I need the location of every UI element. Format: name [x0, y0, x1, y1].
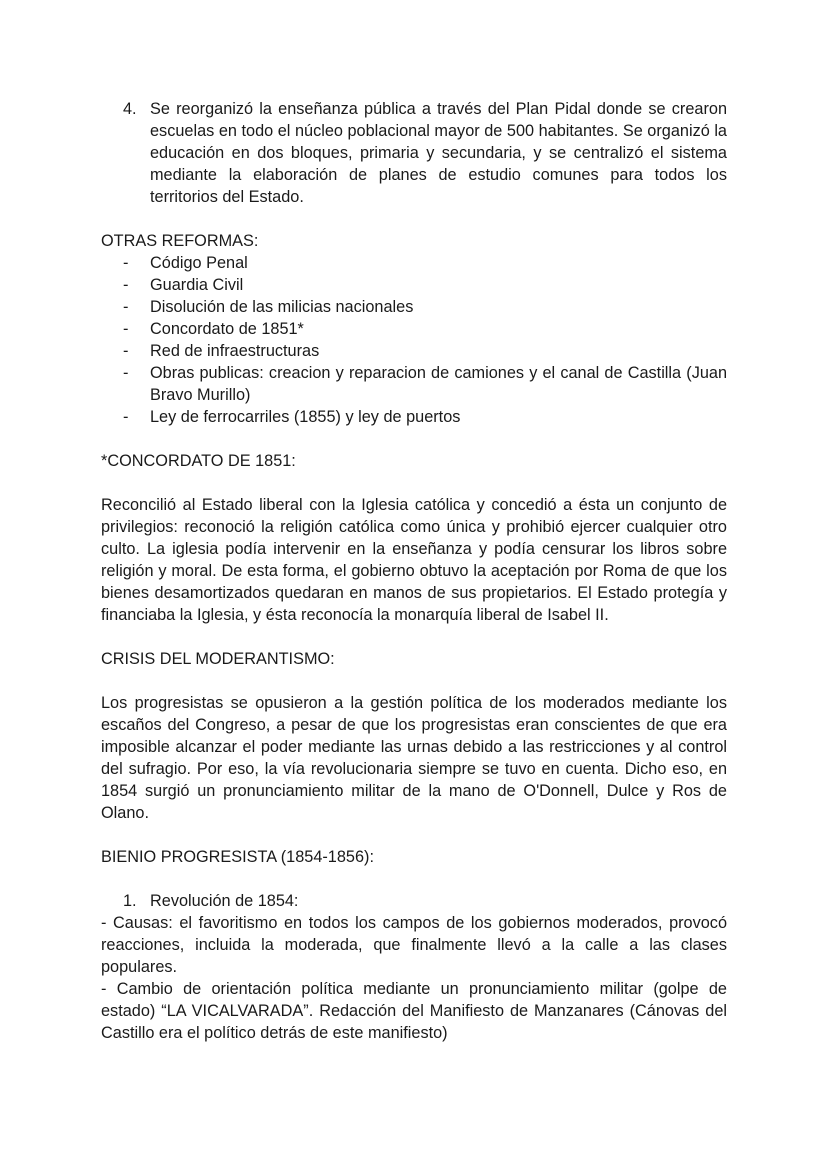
numbered-item-4	[101, 98, 727, 208]
list-item: - Código Penal	[123, 254, 248, 272]
document-content	[101, 98, 727, 1044]
list-item: - Guardia Civil	[123, 276, 244, 294]
causas-paragraph: - Causas: el favoritismo en todos los campos de los gobiernos moderados, provocó reacciones, incluida la moderada, que finalmente llevó a la calle a las clases populares.	[101, 914, 727, 976]
crisis-paragraph: Los progresistas se opusieron a la gestión política de los moderados mediante los escaños del Congreso, a pesar de que los progresistas eran conscientes de que era imposible alcanzar el poder mediante las urnas debido a las restricciones y al control del sufragio. Por eso, la vía revolucionaria siempre se tuvo en cuenta. Dicho eso, en 1854 surgió un pronunciamiento militar de la mano de O'Donnell, Dulce y Ros de Olano.	[101, 694, 727, 822]
item-text: Revolución de 1854:	[150, 892, 299, 910]
bullet-dash: -	[123, 320, 129, 338]
list-item: - Obras publicas: creacion y reparacion de camiones y el canal de Castilla (Juan Bravo Murillo)	[123, 364, 727, 404]
bullet-dash: -	[123, 298, 129, 316]
list-item: - Ley de ferrocarriles (1855) y ley de puertos	[123, 408, 461, 426]
bullet-dash: -	[123, 408, 129, 426]
bullet-dash: -	[123, 364, 129, 382]
bienio-heading: BIENIO PROGRESISTA (1854-1856):	[101, 848, 374, 866]
list-item: - Disolución de las milicias nacionales	[123, 298, 414, 316]
concordato-heading: *CONCORDATO DE 1851:	[101, 452, 296, 470]
numbered-item-1	[101, 890, 727, 912]
otras-reformas-heading: OTRAS REFORMAS:	[101, 232, 259, 250]
concordato-paragraph: Reconcilió al Estado liberal con la Iglesia católica y concedió a ésta un conjunto de privilegios: reconoció la religión católica como única y prohibió ejercer cualquier otro culto. La iglesia podía intervenir en la enseñanza y podía censurar los libros sobre religión y moral. De esta forma, el gobierno obtuvo la aceptación por Roma de que los bienes desamortizados quedaran en manos de sus propietarios. El Estado protegía y financiaba la Iglesia, y ésta reconocía la monarquía liberal de Isabel II.	[101, 496, 727, 624]
list-item: - Concordato de 1851*	[123, 320, 304, 338]
otras-reformas-list	[101, 252, 727, 428]
crisis-heading: CRISIS DEL MODERANTISMO:	[101, 650, 335, 668]
item-text: Se reorganizó la enseñanza pública a través del Plan Pidal donde se crearon escuelas en todo el núcleo poblacional mayor de 500 habitantes. Se organizó la educación en dos bloques, primaria y secundaria, y se centralizó el sistema mediante la elaboración de planes de estudio comunes para todos los territorios del Estado.	[150, 100, 727, 206]
cambio-paragraph: - Cambio de orientación política mediante un pronunciamiento militar (golpe de estado) “LA VICALVARADA”. Redacción del Manifiesto de Manzanares (Cánovas del Castillo era el político detrás de este manifiesto)	[101, 980, 727, 1042]
bullet-dash: -	[123, 254, 129, 272]
list-item: - Red de infraestructuras	[123, 342, 320, 360]
item-number: 1.	[123, 892, 137, 910]
bullet-dash: -	[123, 276, 129, 294]
item-number: 4.	[123, 100, 137, 118]
bullet-dash: -	[123, 342, 129, 360]
